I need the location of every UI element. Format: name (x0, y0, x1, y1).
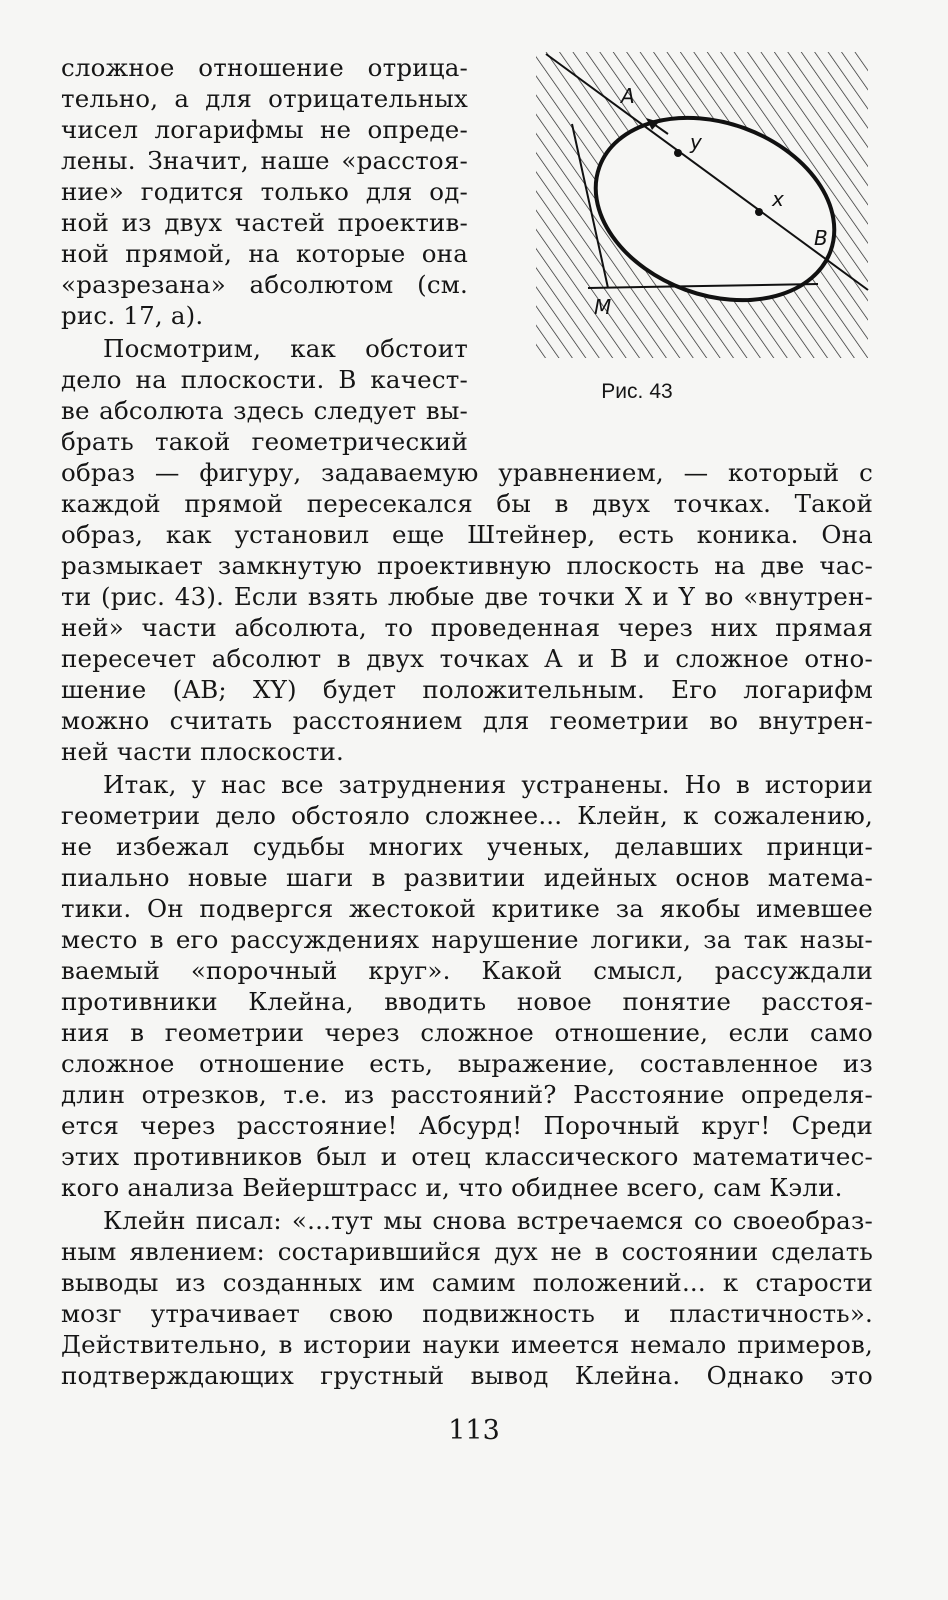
text-line: геометрии дело обстояло сложнее... Клейн, к сожалению, (61, 801, 873, 830)
text-line: ной из двух частей проектив- (61, 208, 468, 237)
text-line: подтверждающих грустный вывод Клейна. Однако это (61, 1361, 873, 1390)
text-line: ти (рис. 43). Если взять любые две точки X и Y во «внутрен- (61, 582, 873, 611)
text-line: выводы из созданных им самим положений... к старости (61, 1268, 873, 1297)
text-line: Действительно, в истории науки имеется немало примеров, (61, 1330, 873, 1359)
text-line: Клейн писал: «...тут мы снова встречаемся со своеобраз- (103, 1206, 873, 1235)
text-line: образ — фигуру, задаваемую уравнением, — который с (61, 458, 873, 487)
text-line: сложное отношение отрица- (61, 53, 468, 82)
text-line: ве абсолюта здесь следует вы- (61, 396, 468, 425)
text-line: «разрезана» абсолютом (см. (61, 270, 468, 299)
text-line: пересечет абсолют в двух точках A и B и сложное отно- (61, 644, 873, 673)
figure-43 (528, 46, 876, 366)
text-line: мозг утрачивает свою подвижность и пластичность». (61, 1299, 873, 1328)
text-line: тельно, а для отрицательных (61, 84, 468, 113)
figure-caption (0, 378, 948, 406)
text-line: размыкает замкнутую проективную плоскость на две час- (61, 551, 873, 580)
text-line: кого анализа Вейерштрасс и, что обиднее всего, сам Кэли. (61, 1173, 843, 1202)
text-line: ния в геометрии через сложное отношение, если само (61, 1018, 873, 1047)
text-line: чисел логарифмы не опреде- (61, 115, 468, 144)
text-line: Итак, у нас все затруднения устранены. Но в истории (103, 770, 873, 799)
text-line: Посмотрим, как обстоит (103, 334, 468, 363)
text-line: ной прямой, на которые она (61, 239, 468, 268)
text-line: каждой прямой пересекался бы в двух точках. Такой (61, 489, 873, 518)
text-line: не избежал судьбы многих ученых, делавших принци- (61, 832, 873, 861)
label-b: B (814, 226, 828, 250)
text-line: ным явлением: состарившийся дух не в состоянии сделать (61, 1237, 873, 1266)
page-number: 113 (448, 1415, 500, 1446)
text-line: образ, как установил еще Штейнер, есть коника. Она (61, 520, 873, 549)
label-x: x (772, 187, 784, 211)
text-line: противники Клейна, вводить новое понятие расстоя- (61, 987, 873, 1016)
figure-43-diagram (528, 46, 876, 366)
text-line: шение (AB; XY) будет положительным. Его логарифм (61, 675, 873, 704)
text-line: длин отрезков, т.е. из расстояний? Расстояние определя- (61, 1080, 873, 1109)
label-m: M (594, 295, 612, 319)
text-line: место в его рассуждениях нарушение логики, за так назы- (61, 925, 873, 954)
hatched-region (536, 52, 868, 358)
text-line: сложное отношение есть, выражение, составленное из (61, 1049, 873, 1078)
label-y: y (690, 130, 702, 154)
label-a: A (621, 84, 635, 108)
text-line: брать такой геометрический (61, 427, 468, 456)
text-line: лены. Значит, наше «расстоя- (61, 146, 468, 175)
text-line: ние» годится только для од- (61, 177, 468, 206)
text-line: этих противников был и отец классического математичес- (61, 1142, 873, 1171)
point-x (755, 208, 763, 216)
text-line: дело на плоскости. В качест- (61, 365, 468, 394)
text-line: ется через расстояние! Абсурд! Порочный круг! Среди (61, 1111, 873, 1140)
text-line: пиально новые шаги в развитии идейных основ матема- (61, 863, 873, 892)
caption-number: 43 (649, 380, 673, 403)
caption-prefix: Рис. (601, 380, 644, 403)
text-line: тики. Он подвергся жестокой критике за якобы имевшее (61, 894, 873, 923)
text-line: рис. 17, а). (61, 301, 204, 330)
point-y (674, 149, 682, 157)
text-line: ней части плоскости. (61, 737, 344, 766)
text-line: ней» части абсолюта, то проведенная через них прямая (61, 613, 873, 642)
text-line: ваемый «порочный круг». Какой смысл, рассуждали (61, 956, 873, 985)
text-line: можно считать расстоянием для геометрии во внутрен- (61, 706, 873, 735)
